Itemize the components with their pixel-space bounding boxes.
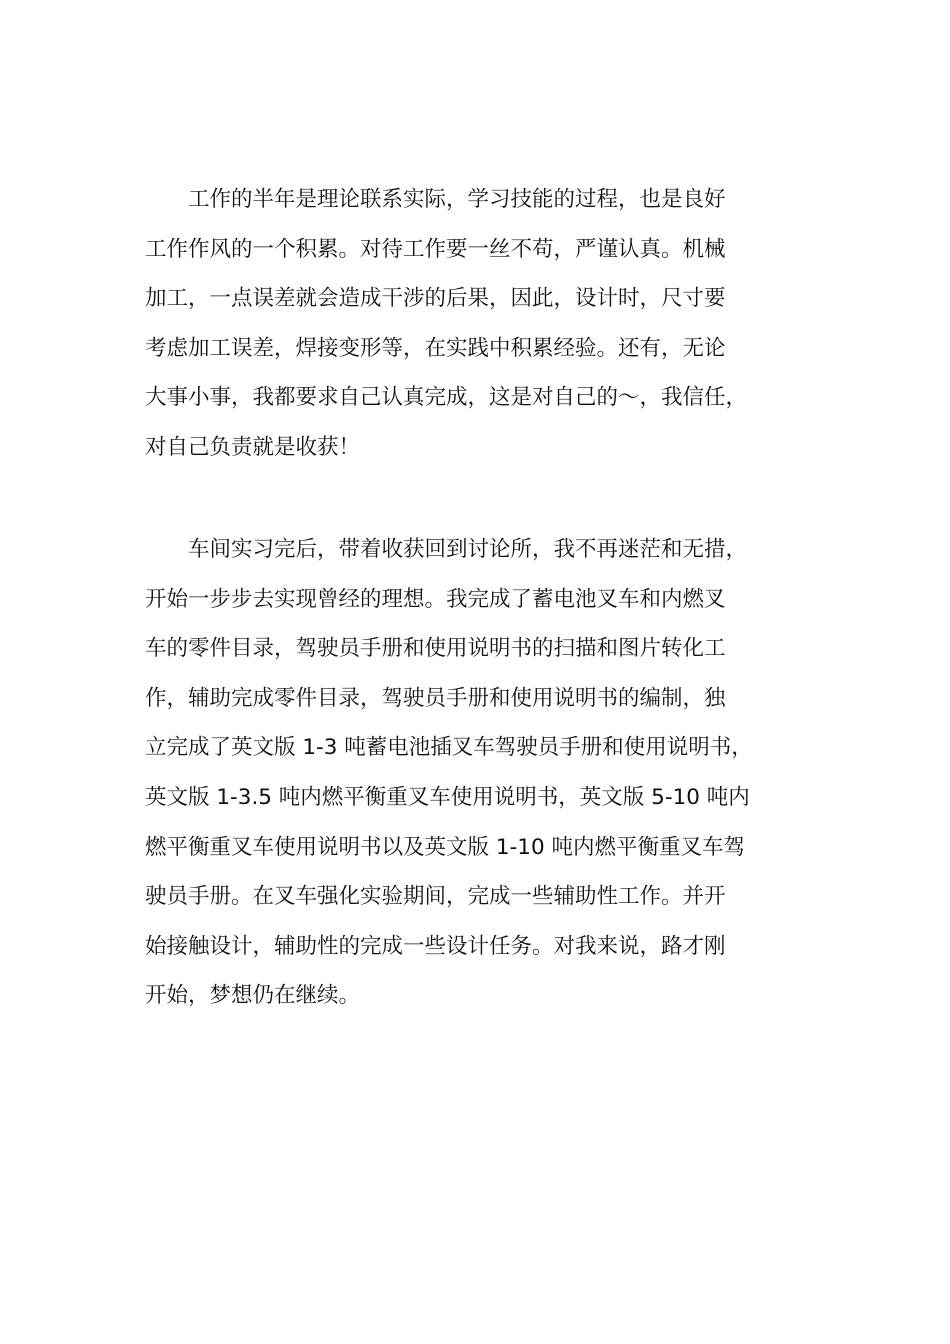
paragraph-line: 驶员手册。在叉车强化实验期间，完成一些辅助性工作。并开 bbox=[145, 884, 726, 910]
paragraph-2 bbox=[145, 525, 815, 1021]
paragraph-line: 车的零件目录，驾驶员手册和使用说明书的扫描和图片转化工 bbox=[145, 636, 726, 662]
paragraph-line: 考虑加工误差，焊接变形等，在实践中积累经验。还有，无论 bbox=[145, 335, 726, 361]
paragraph-line: 立完成了英文版 1-3 吨蓄电池插叉车驾驶员手册和使用说明书， bbox=[145, 735, 753, 761]
paragraph-line: 开始一步步去实现曾经的理想。我完成了蓄电池叉车和内燃叉 bbox=[145, 586, 726, 612]
paragraph-line: 英文版 1-3.5 吨内燃平衡重叉车使用说明书，英文版 5-10 吨内 bbox=[145, 784, 750, 810]
paragraph-line: 加工，一点误差就会造成干涉的后果，因此，设计时，尺寸要 bbox=[145, 286, 726, 312]
paragraph-line: 燃平衡重叉车使用说明书以及英文版 1-10 吨内燃平衡重叉车驾 bbox=[145, 834, 745, 860]
paragraph-line: 对自己负责就是收获！ bbox=[145, 434, 361, 460]
paragraph-line: 车间实习完后，带着收获回到讨论所，我不再迷茫和无措， bbox=[145, 537, 748, 562]
paragraph-line: 大事小事，我都要求自己认真完成，这是对自己的～，我信任， bbox=[145, 385, 748, 411]
paragraph-line: 工作作风的一个积累。对待工作要一丝不苟，严谨认真。机械 bbox=[145, 236, 726, 262]
paragraph-line: 开始，梦想仍在继续。 bbox=[145, 983, 361, 1009]
paragraph-line: 工作的半年是理论联系实际，学习技能的过程，也是良好 bbox=[145, 187, 726, 212]
paragraph-line: 始接触设计，辅助性的完成一些设计任务。对我来说，路才刚 bbox=[145, 933, 726, 959]
paragraph-1 bbox=[145, 175, 815, 473]
paragraph-line: 作，辅助完成零件目录，驾驶员手册和使用说明书的编制，独 bbox=[145, 685, 726, 711]
